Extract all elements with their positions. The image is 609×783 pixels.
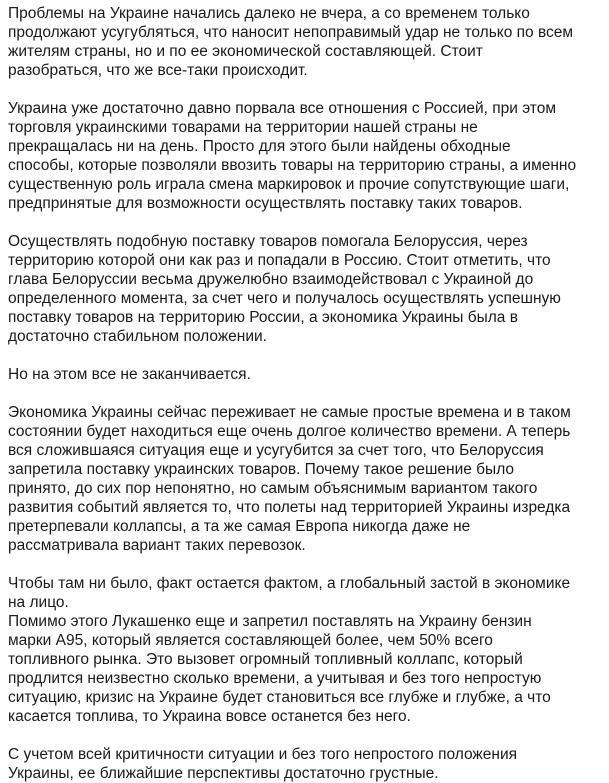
paragraph-3: [8, 232, 604, 346]
text-line: состоянии будет находиться еще очень долгое количество времени. А теперь: [8, 423, 571, 440]
text-line: Помимо этого Лукашенко еще и запретил поставлять на Украину бензин: [8, 613, 532, 630]
text-line: Украины, ее ближайшие перспективы достаточно грустные.: [8, 765, 439, 782]
paragraph-1: [8, 4, 604, 80]
text-line: существенную роль играла смена маркировок и прочие сопутствующие шаги,: [8, 176, 570, 193]
text-line: разобраться, что же все-таки происходит.: [8, 62, 308, 79]
text-line: развития событий является то, что полеты над территорией Украины изредка: [8, 499, 571, 516]
text-line: рассматривала вариант таких перевозок.: [8, 537, 306, 554]
text-line: предпринятые для возможности осуществлять поставку таких товаров.: [8, 195, 523, 212]
paragraph-6: [8, 574, 604, 726]
text-line: продолжают усугубляться, что наносит непоправимый удар не только по всем: [8, 24, 574, 41]
text-line: претерпевали коллапсы, а та же самая Европа никогда даже не: [8, 518, 471, 535]
text-line: Но на этом все не заканчивается.: [8, 366, 251, 383]
text-line: прекращалась ни на день. Просто для этого были найдены обходные: [8, 138, 511, 155]
text-line: Проблемы на Украине начались далеко не вчера, а со временем только: [8, 5, 530, 22]
text-line: жителям страны, но и по ее экономической составляющей. Стоит: [8, 43, 483, 60]
paragraph-4: [8, 365, 604, 384]
text-line: С учетом всей критичности ситуации и без того непростого положения: [8, 746, 518, 763]
text-line: торговля украинскими товарами на территории нашей страны не: [8, 119, 478, 136]
text-line: поставку товаров на территорию России, а экономика Украины была в: [8, 309, 518, 326]
text-line: продлится неизвестно сколько времени, а учитывая и без того непростую: [8, 670, 542, 687]
text-line: марки А95, который является составляющей более, чем 50% всего: [8, 632, 493, 649]
text-line: вся сложившаяся ситуация еще и усугубится за счет того, что Белоруссия: [8, 442, 544, 459]
text-line: Чтобы там ни было, факт остается фактом, а глобальный застой в экономике: [8, 575, 571, 592]
paragraph-7: [8, 745, 604, 783]
text-line: Осуществлять подобную поставку товаров помогала Белоруссия, через: [8, 233, 528, 250]
text-line: касается топлива, то Украина вовсе останется без него.: [8, 708, 411, 725]
text-line: ситуацию, кризис на Украине будет становиться все глубже и глубже, а что: [8, 689, 551, 706]
paragraph-5: [8, 403, 604, 555]
text-line: способы, которые позволяли ввозить товары на территорию страны, а именно: [8, 157, 577, 174]
text-line: Украина уже достаточно давно порвала все отношения с Россией, при этом: [8, 100, 556, 117]
text-line: определенного момента, за счет чего и получалось осуществлять успешную: [8, 290, 561, 307]
article-body: [8, 4, 604, 783]
text-line: на лицо.: [8, 594, 69, 611]
text-line: глава Белоруссии весьма дружелюбно взаимодействовал с Украиной до: [8, 271, 534, 288]
paragraph-2: [8, 99, 604, 213]
text-line: территорию которой они как раз и попадали в Россию. Стоит отметить, что: [8, 252, 551, 269]
text-line: топливного рынка. Это вызовет огромный топливный коллапс, который: [8, 651, 523, 668]
text-line: Экономика Украины сейчас переживает не самые простые времена и в таком: [8, 404, 571, 421]
text-line: достаточно стабильном положении.: [8, 328, 267, 345]
text-line: принято, до сих пор непонятно, но самым объяснимым вариантом такого: [8, 480, 538, 497]
text-line: запретила поставку украинских товаров. Почему такое решение было: [8, 461, 515, 478]
